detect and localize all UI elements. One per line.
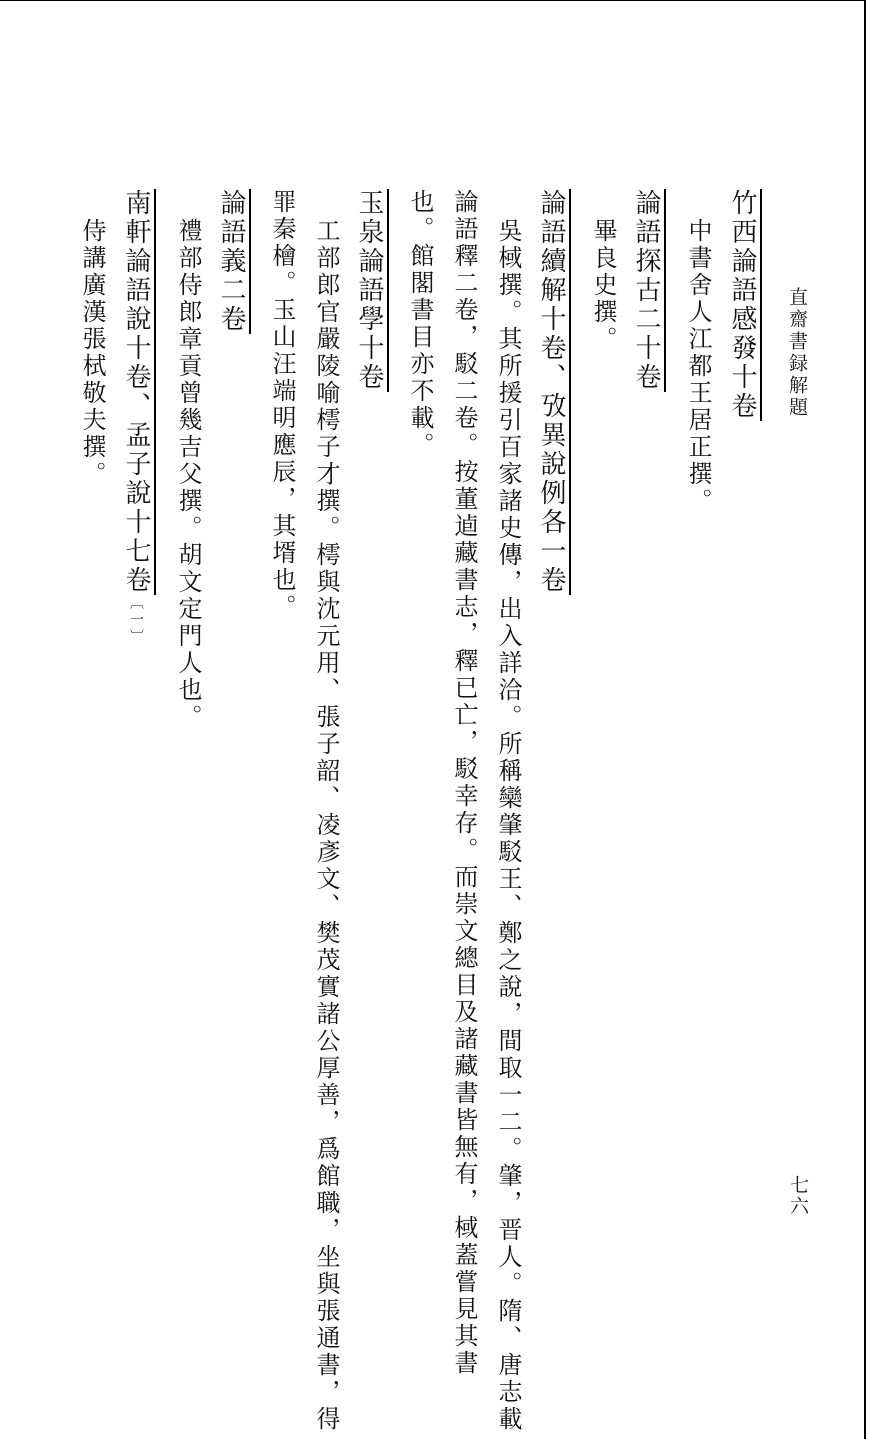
- entry-title-text: 論語探古二十卷: [631, 189, 666, 392]
- entry-title-text: 南軒論語說十卷、孟子說十七卷: [121, 189, 156, 595]
- entry-title: [356, 189, 382, 392]
- entry-title: [729, 189, 755, 421]
- running-head: 直齋書録解題: [786, 287, 808, 419]
- footnote-marker: 〔一〕: [128, 595, 144, 646]
- entry-title: [123, 189, 149, 646]
- entry-title: [218, 189, 244, 334]
- entry-line: 侍講廣漢張栻敬夫撰。: [78, 218, 106, 488]
- entry-line: 工部郎官嚴陵喻樗子才撰。樗與沈元用、張子韶、凌彥文、樊茂實諸公厚善，爲館職，坐與張通書，得: [312, 218, 340, 1433]
- entry-line: 畢良史撰。: [589, 218, 617, 353]
- entry-title-text: 論語續解十卷、攷異說例各一卷: [536, 189, 571, 595]
- page-number: 七六: [787, 1175, 809, 1217]
- entry-title-text: 竹西論語感發十卷: [727, 189, 762, 421]
- entry-line: 罪秦檜。玉山汪端明應辰，其壻也。: [268, 189, 296, 621]
- entry-title-text: 論語義二卷: [216, 189, 251, 334]
- entry-line: 中書舍人江都王居正撰。: [684, 218, 712, 515]
- entry-line: 也。館閣書目亦不載。: [406, 189, 434, 459]
- entry-title: [538, 189, 564, 595]
- entry-line: 論語釋二卷，駁二卷。按董逌藏書志，釋已亡，駁幸存。而崇文總目及諸藏書皆無有，棫蓋嘗見其書: [450, 189, 478, 1377]
- entry-title-text: 玉泉論語學十卷: [354, 189, 389, 392]
- entry-line: 吳棫撰。其所援引百家諸史傳，出入詳洽。所稱欒肇駁王、鄭之說，間取一二。肇，晋人。隋、唐志載: [494, 218, 522, 1433]
- entry-line: 禮部侍郎章貢曾幾吉父撰。胡文定門人也。: [174, 218, 202, 731]
- entry-title: [633, 189, 659, 392]
